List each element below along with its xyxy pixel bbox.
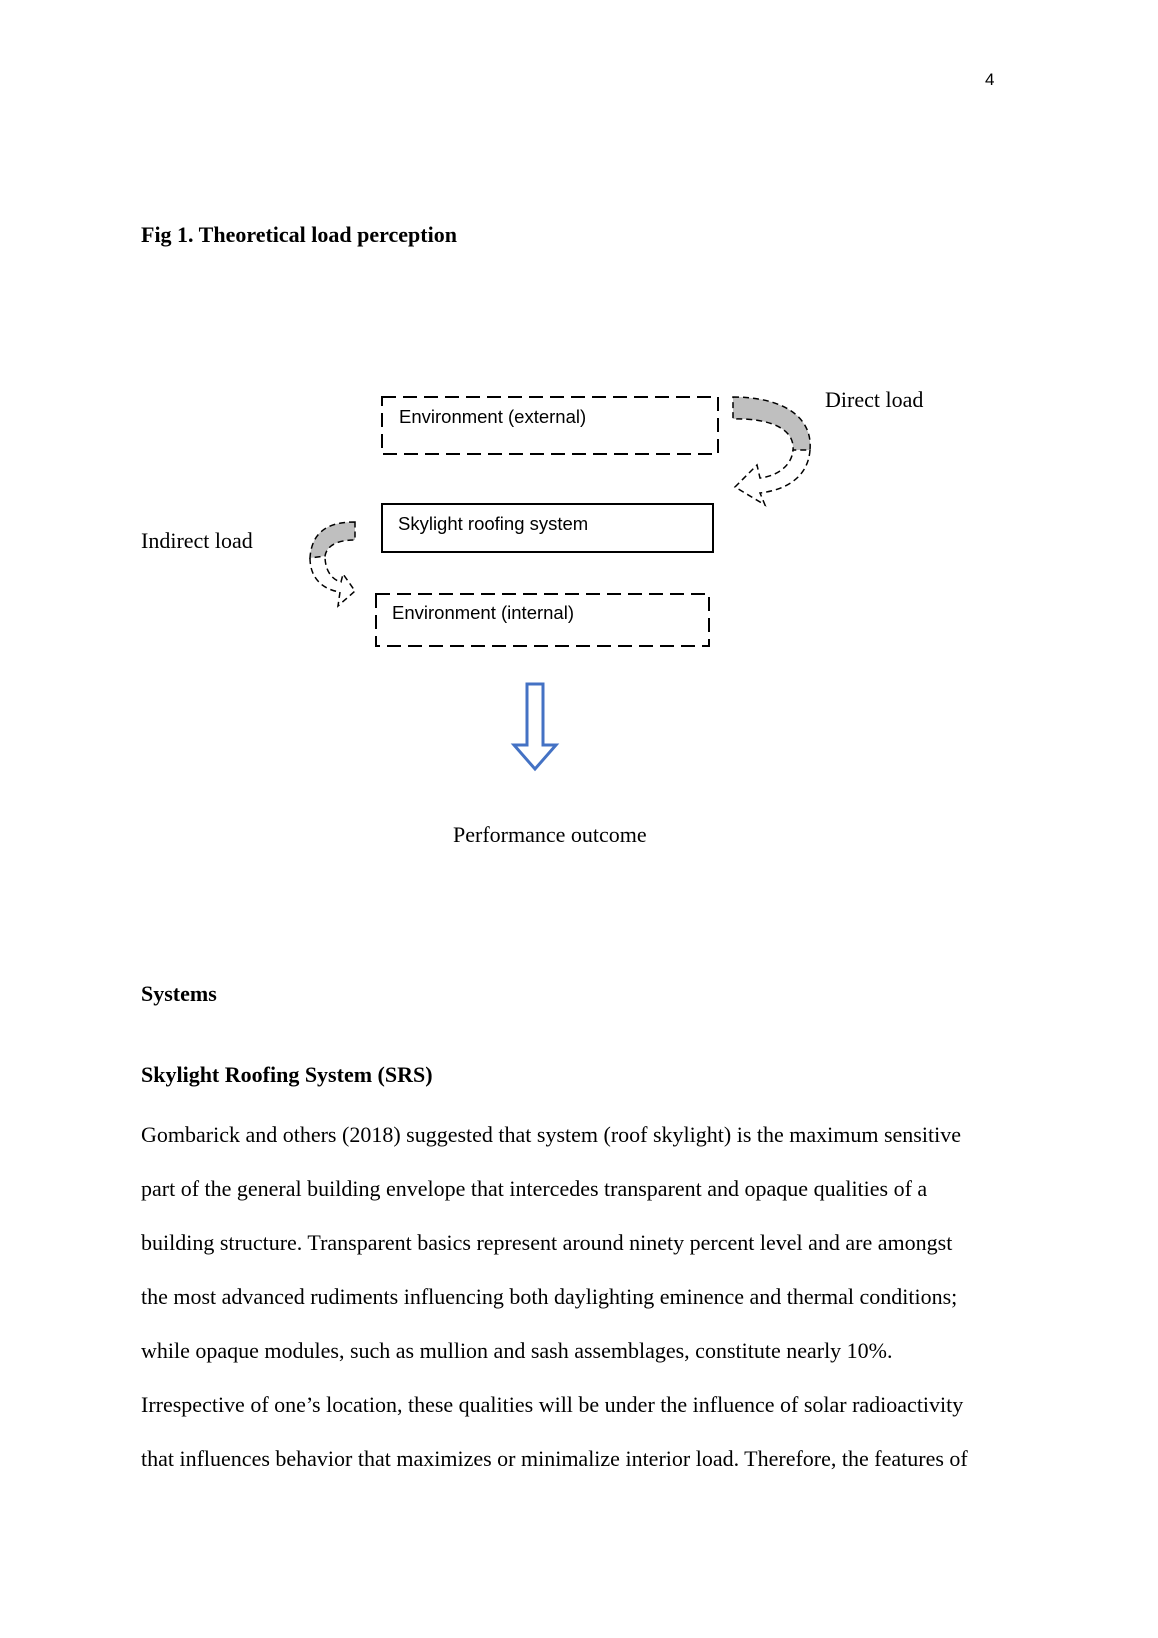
section-subheading: Skylight Roofing System (SRS)	[141, 1062, 433, 1087]
external-environment-label: Environment (external)	[399, 406, 587, 427]
paragraph-line: while opaque modules, such as mullion and sash assemblages, constitute nearly 10%.	[141, 1338, 893, 1363]
direct-load-label: Direct load	[825, 387, 924, 412]
paragraph-line: building structure. Transparent basics represent around ninety percent level and are amongst	[141, 1230, 953, 1255]
internal-environment-label: Environment (internal)	[392, 602, 574, 623]
indirect-load-label: Indirect load	[141, 528, 253, 553]
section-heading: Systems	[141, 981, 217, 1006]
paragraph-line: Gombarick and others (2018) suggested that system (roof skylight) is the maximum sensitive	[141, 1122, 961, 1147]
paragraph-line: the most advanced rudiments influencing both daylighting eminence and thermal conditions;	[141, 1284, 958, 1309]
skylight-system-label: Skylight roofing system	[398, 513, 589, 534]
paragraph-line: that influences behavior that maximizes or minimalize interior load. Therefore, the features of	[141, 1446, 968, 1471]
paragraph-line: Irrespective of one’s location, these qualities will be under the influence of solar radioactivity	[141, 1392, 964, 1417]
performance-outcome-label: Performance outcome	[453, 822, 647, 847]
indirect-load-curved-arrow	[310, 522, 355, 606]
figure-title: Fig 1. Theoretical load perception	[141, 222, 457, 247]
body-paragraph	[141, 1108, 1041, 1486]
paragraph-line: part of the general building envelope that intercedes transparent and opaque qualities of a	[141, 1176, 928, 1201]
page-number: 4	[985, 70, 995, 89]
outcome-down-arrow	[514, 684, 556, 769]
direct-load-curved-arrow	[733, 397, 810, 505]
